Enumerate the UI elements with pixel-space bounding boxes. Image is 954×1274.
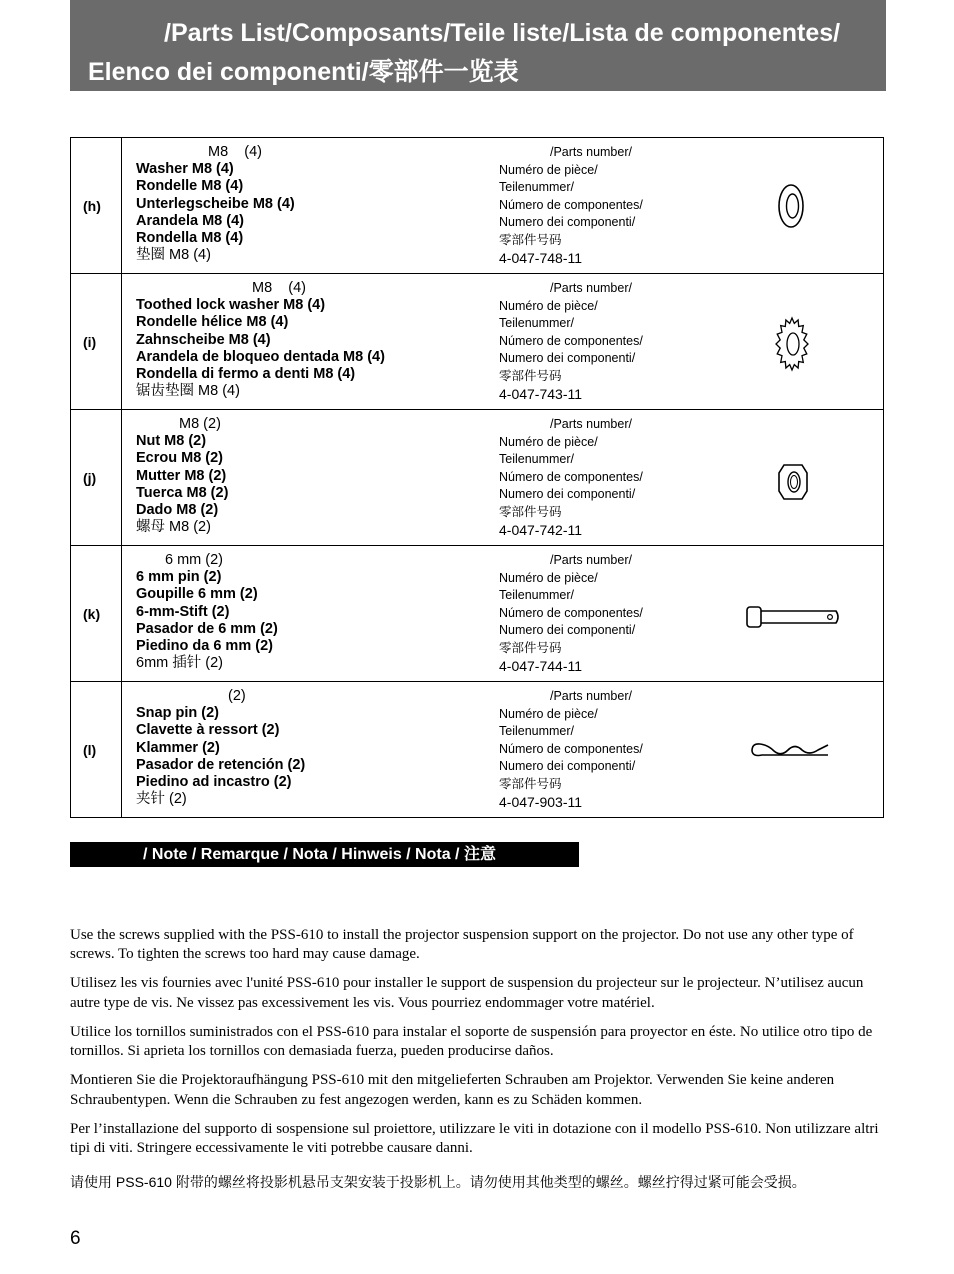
part-number-label: 零部件号码 (499, 504, 562, 519)
part-number-label: 零部件号码 (499, 640, 562, 655)
part-name: Snap pin (2) (136, 705, 219, 722)
part-name: Arandela de bloqueo dentada M8 (4) (136, 348, 385, 365)
part-number-label: Teilenummer/ (499, 452, 575, 467)
part-name: Klammer (2) (136, 739, 220, 756)
snap-pin-icon (748, 738, 832, 762)
table-row (71, 138, 884, 274)
part-name-first: M8 (4) (252, 280, 306, 296)
nut-icon (776, 462, 810, 502)
table-row (71, 682, 884, 818)
part-number-value: 4-047-748-11 (499, 249, 583, 266)
part-number-label: /Parts number/ (550, 281, 632, 295)
part-name-first: 6 mm (2) (165, 552, 223, 568)
part-number-label: Numero dei componenti/ (499, 215, 636, 230)
table-row (71, 410, 884, 546)
part-number-label: Numéro de pièce/ (499, 570, 598, 585)
part-name: Arandela M8 (4) (136, 212, 244, 229)
part-name: Rondella M8 (4) (136, 230, 244, 247)
part-number-label: 零部件号码 (499, 776, 562, 791)
pin-icon (744, 604, 842, 630)
part-name-chinese: 螺母 M8 (2) (136, 519, 211, 536)
part-name: Toothed lock washer M8 (4) (136, 297, 326, 314)
part-number-value: 4-047-743-11 (499, 385, 583, 402)
note-heading: / Note / Remarque / Nota / Hinweis / Nota / 注意 (70, 842, 579, 867)
part-number-value: 4-047-903-11 (499, 793, 583, 810)
part-name-first: (2) (228, 688, 246, 704)
part-name-chinese: 夹针 (2) (136, 791, 187, 808)
part-name: Mutter M8 (2) (136, 467, 227, 484)
part-number-label: Número de componentes/ (499, 197, 643, 212)
part-number-label: Teilenummer/ (499, 316, 575, 331)
part-name: Nut M8 (2) (136, 433, 207, 450)
part-number-label: Numéro de pièce/ (499, 706, 598, 721)
part-names (136, 688, 305, 808)
table-row (71, 546, 884, 682)
part-letter: (i) (71, 274, 122, 410)
part-names (136, 144, 295, 264)
part-name: Rondella di fermo a denti M8 (4) (136, 366, 356, 383)
page-header (70, 0, 886, 91)
toothed-washer-icon (774, 316, 810, 372)
part-name: Pasador de 6 mm (2) (136, 620, 278, 637)
part-details (122, 274, 884, 410)
part-number-label: /Parts number/ (550, 553, 632, 567)
part-number-block (499, 416, 643, 539)
parts-table (70, 137, 884, 818)
part-name: Goupille 6 mm (2) (136, 586, 258, 603)
part-number-label: Número de componentes/ (499, 741, 643, 756)
part-number-label: 零部件号码 (499, 232, 562, 247)
page-number: 6 (70, 1228, 81, 1249)
part-details (122, 410, 884, 546)
part-letter: (j) (71, 410, 122, 546)
part-name: Piedino ad incastro (2) (136, 774, 292, 791)
part-number-label: 零部件号码 (499, 368, 562, 383)
part-name-first: M8 (2) (179, 416, 221, 432)
part-name: Clavette à ressort (2) (136, 722, 280, 739)
part-number-label: /Parts number/ (550, 145, 632, 159)
part-number-label: Numero dei componenti/ (499, 487, 636, 502)
part-number-label: Numero dei componenti/ (499, 351, 636, 366)
part-letter: (h) (71, 138, 122, 274)
note-paragraph-en: Use the screws supplied with the PSS-610 to install the projector suspension support on the projector. Do not use any other type of screws. To tighten the screws too hard may cause damage. (70, 927, 854, 963)
part-names (136, 416, 228, 536)
part-name: Rondelle hélice M8 (4) (136, 314, 289, 331)
part-name-chinese: 垫圈 M8 (4) (136, 247, 211, 264)
part-name: Washer M8 (4) (136, 161, 234, 178)
part-details (122, 682, 884, 818)
washer-icon (776, 182, 806, 230)
part-number-label: /Parts number/ (550, 417, 632, 431)
part-letter: (l) (71, 682, 122, 818)
part-name: 6-mm-Stift (2) (136, 603, 230, 620)
part-name: Tuerca M8 (2) (136, 484, 229, 501)
part-number-label: Numero dei componenti/ (499, 623, 636, 638)
part-name-chinese: 锯齿垫圈 M8 (4) (136, 383, 240, 400)
note-paragraphs (70, 926, 886, 1202)
part-name: Ecrou M8 (2) (136, 450, 224, 467)
part-name: 6 mm pin (2) (136, 569, 222, 586)
part-names (136, 280, 385, 400)
part-number-label: Numero dei componenti/ (499, 759, 636, 774)
part-number-value: 4-047-742-11 (499, 521, 583, 538)
part-name: Pasador de retención (2) (136, 756, 306, 773)
part-number-label: Número de componentes/ (499, 333, 643, 348)
part-number-block (499, 280, 643, 403)
part-number-label: Teilenummer/ (499, 180, 575, 195)
part-name: Unterlegscheibe M8 (4) (136, 195, 295, 212)
part-name: Rondelle M8 (4) (136, 178, 244, 195)
part-name: Dado M8 (2) (136, 502, 219, 519)
part-name: Piedino da 6 mm (2) (136, 638, 273, 655)
note-paragraph-it: Per l’installazione del supporto di sospensione sul proiettore, utilizzare le viti in dotazione con il modello PSS-610. Non utilizzare altri tipi di viti. Stringere eccessivamente le viti potrebbe causare danni. (70, 1120, 879, 1157)
note-paragraph-zh: 请使用 PSS-610 附带的螺丝将投影机悬吊支架安装于投影机上。请勿使用其他类型的螺丝。螺丝拧得过紧可能会受损。 (70, 1174, 806, 1191)
header-title-line-2: Elenco dei componenti/零部件一览表 (88, 58, 519, 86)
part-number-label: Numéro de pièce/ (499, 298, 598, 313)
part-details (122, 138, 884, 274)
note-paragraph-de: Montieren Sie die Projektoraufhängung PSS-610 mit den mitgelieferten Schrauben am Projektor. Verwenden Sie keine anderen Schraubentypen. Wenn die Schrauben zu fest angezogen werden, kann es zu Schäden kommen. (70, 1072, 835, 1108)
part-details (122, 546, 884, 682)
part-name-chinese: 6mm 插针 (2) (136, 655, 223, 672)
part-number-label: Número de componentes/ (499, 605, 643, 620)
note-paragraph-es: Utilice los tornillos suministrados con el PSS-610 para instalar el soporte de suspensión para proyector en éste. No utilice otro tipo de tornillos. Si aprieta los tornillos con demasiada fuerza, pueden producirse daños. (70, 1023, 873, 1060)
part-number-block (499, 552, 643, 675)
part-number-label: Teilenummer/ (499, 724, 575, 739)
table-row (71, 274, 884, 410)
part-number-label: Número de componentes/ (499, 469, 643, 484)
part-number-label: Teilenummer/ (499, 588, 575, 603)
note-paragraph-fr: Utilisez les vis fournies avec l'unité PSS-610 pour installer le support de suspension du projecteur sur le projecteur. N’utilisez aucun autre type de vis. Ne vissez pas excessivement les vis. Vous pourriez endommager votre matériel. (70, 975, 864, 1011)
header-title-line-1: /Parts List/Composants/Teile liste/Lista de componentes/ (164, 19, 841, 47)
part-name: Zahnscheibe M8 (4) (136, 331, 271, 348)
part-number-block (499, 144, 643, 267)
part-number-value: 4-047-744-11 (499, 657, 583, 674)
part-names (136, 552, 278, 672)
part-number-label: Numéro de pièce/ (499, 434, 598, 449)
part-number-block (499, 688, 643, 811)
part-name-first: M8 (4) (208, 144, 262, 160)
part-number-label: /Parts number/ (550, 689, 632, 703)
part-number-label: Numéro de pièce/ (499, 162, 598, 177)
part-letter: (k) (71, 546, 122, 682)
